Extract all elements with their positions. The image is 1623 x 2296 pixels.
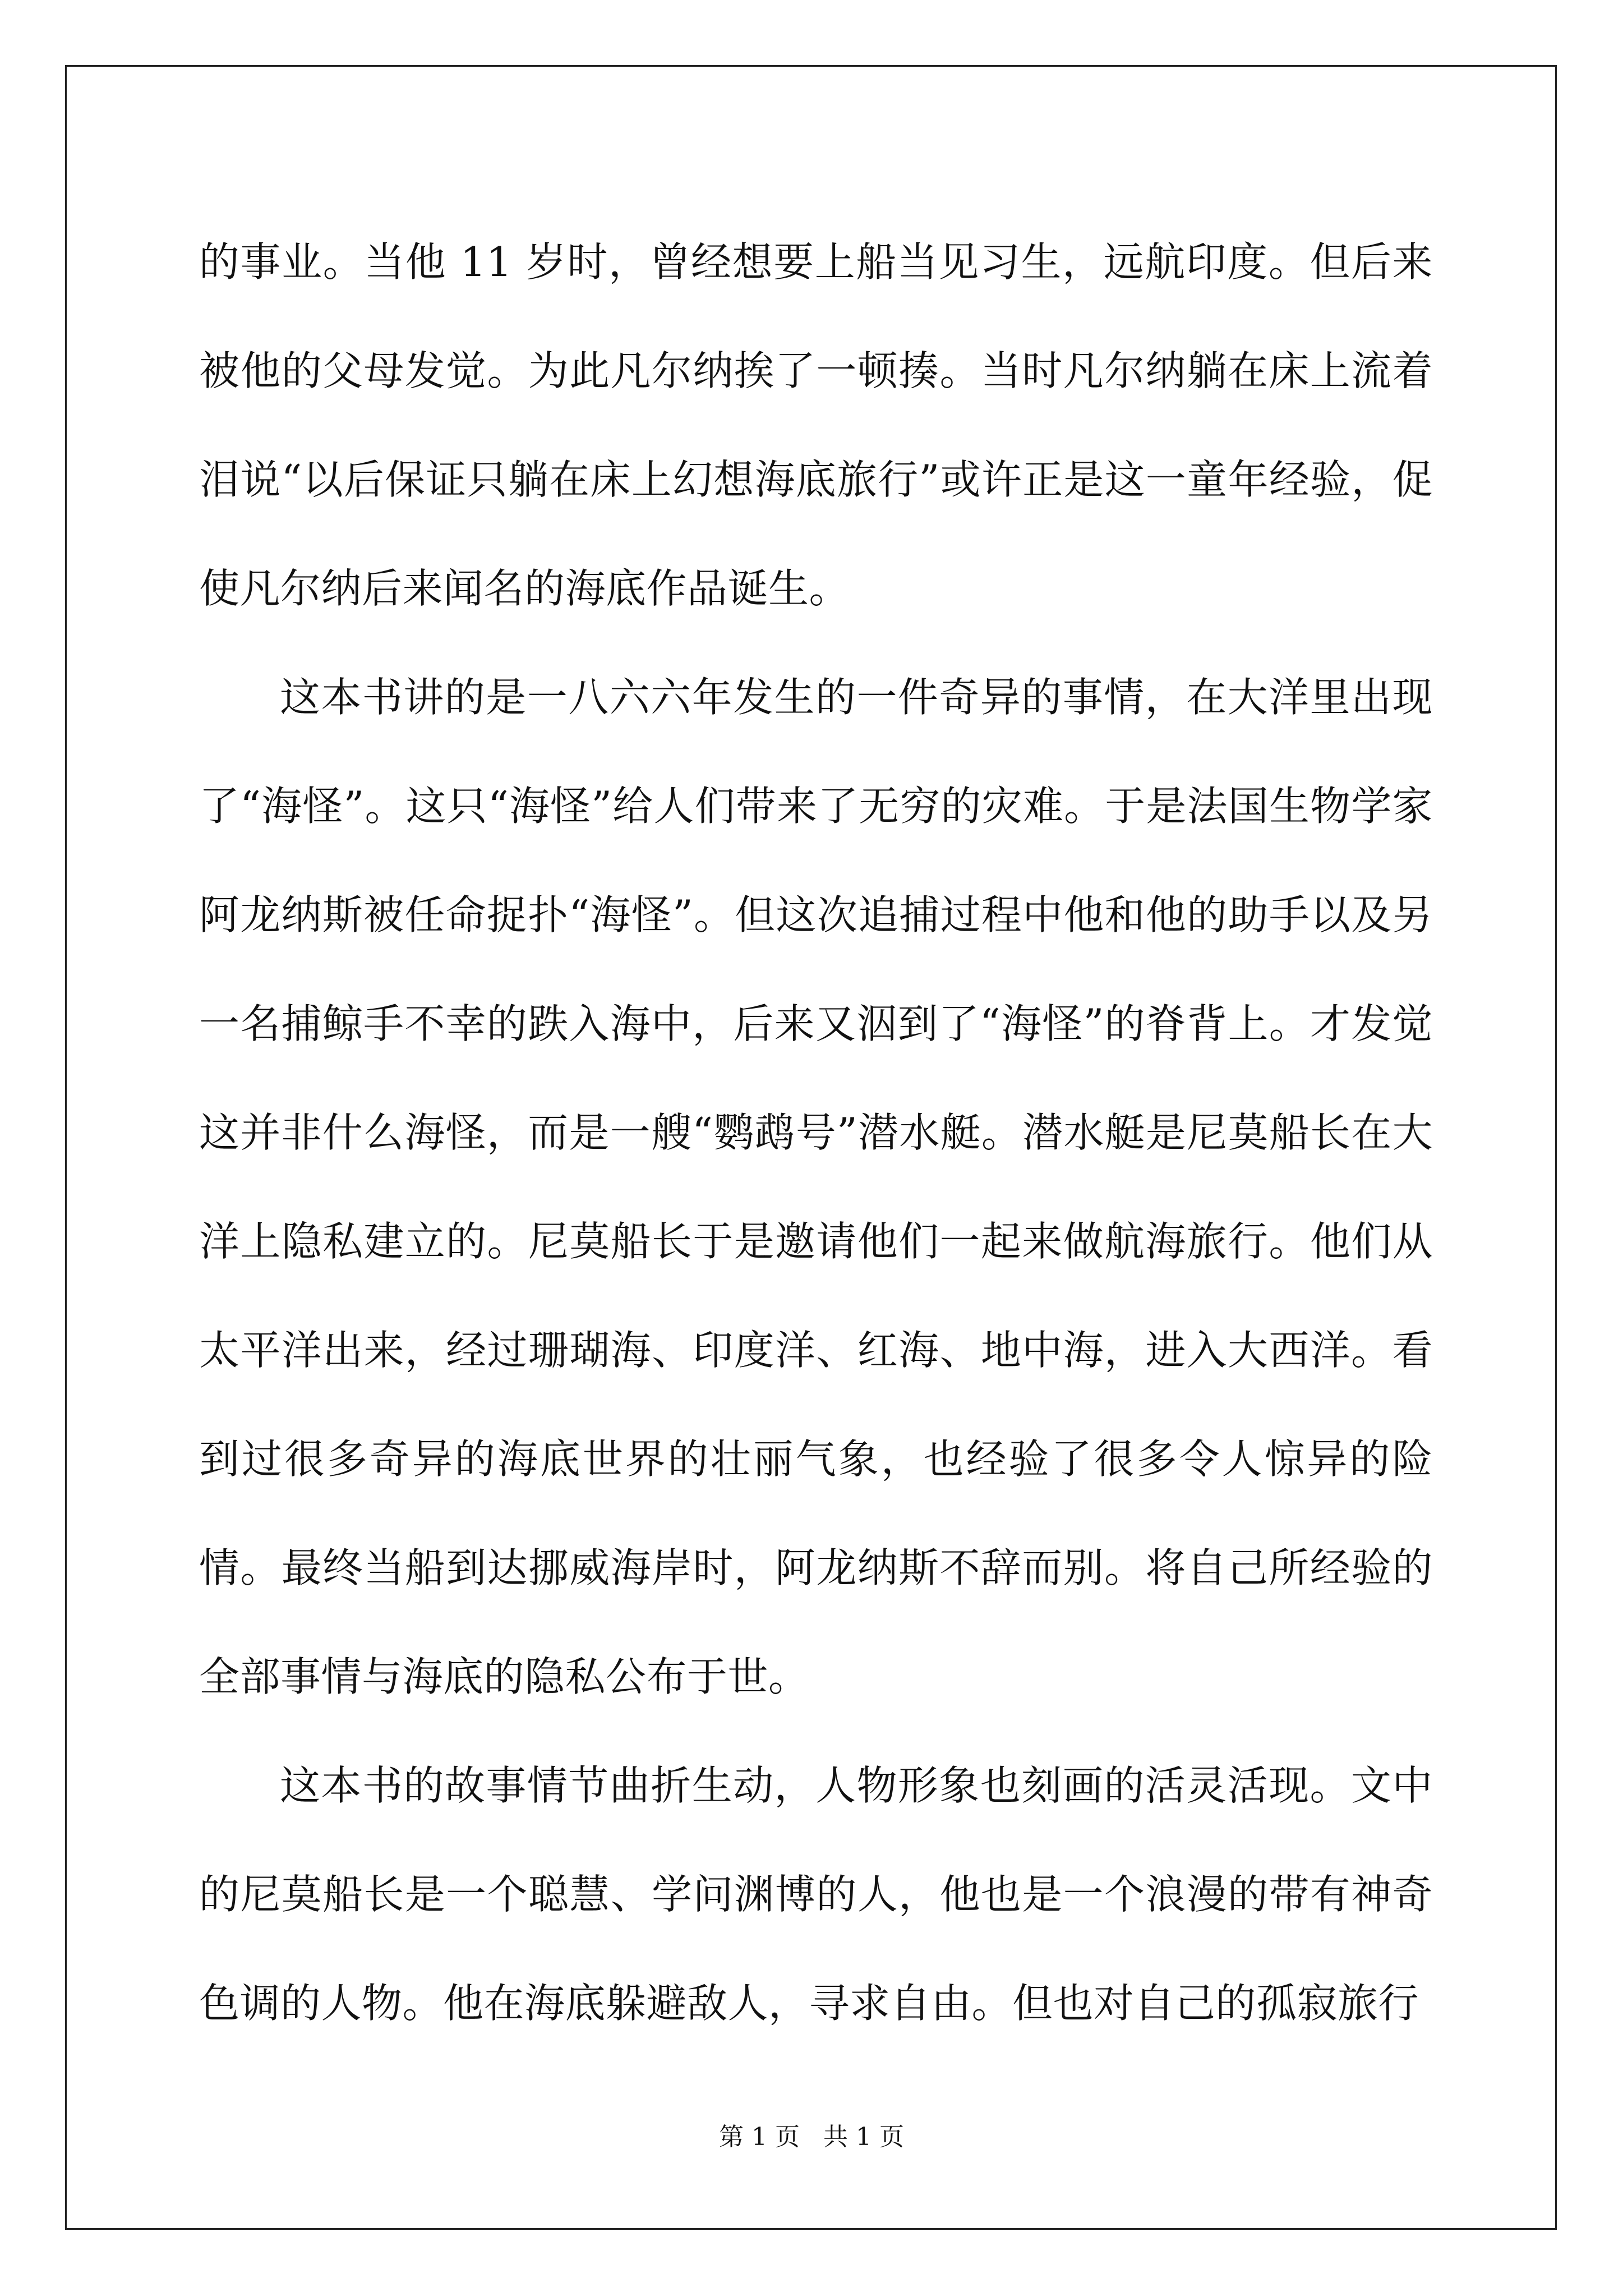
page-number-label: 第 1 页 共 1 页 (719, 2123, 904, 2151)
paragraph-3: 这本书的故事情节曲折生动，人物形象也刻画的活灵活现。文中的尼莫船长是一个聪慧、学问渊博的人，他也是一个浪漫的带有神奇色调的人物。他在海底躲避敌人，寻求自由。但也对自己的孤寂旅行 (199, 1762, 1433, 2027)
page-footer (0, 2120, 1623, 2154)
paragraph-1: 的事业。当他 11 岁时，曾经想要上船当见习生，远航印度。但后来被他的父母发觉。为此凡尔纳挨了一顿揍。当时凡尔纳躺在床上流着泪说“以后保证只躺在床上幻想海底旅行”或许正是这一童年经验，促使凡尔纳后来闻名的海底作品诞生。 (199, 238, 1433, 612)
paragraph-2: 这本书讲的是一八六六年发生的一件奇异的事情，在大洋里出现了“海怪”。这只“海怪”给人们带来了无穷的灾难。于是法国生物学家阿龙纳斯被任命捉扑“海怪”。但这次追捕过程中他和他的助手以及另一名捕鲸手不幸的跌入海中，后来又泅到了“海怪”的脊背上。才发觉这并非什么海怪，而是一艘“鹦鹉号”潜水艇。潜水艇是尼莫船长在大洋上隐私建立的。尼莫船长于是邀请他们一起来做航海旅行。他们从太平洋出来，经过珊瑚海、印度洋、红海、地中海，进入大西洋。看到过很多奇异的海底世界的壮丽气象，也经验了很多令人惊异的险情。最终当船到达挪威海岸时，阿龙纳斯不辞而别。将自己所经验的全部事情与海底的隐私公布于世。 (199, 674, 1433, 1700)
document-body (199, 208, 1433, 2058)
